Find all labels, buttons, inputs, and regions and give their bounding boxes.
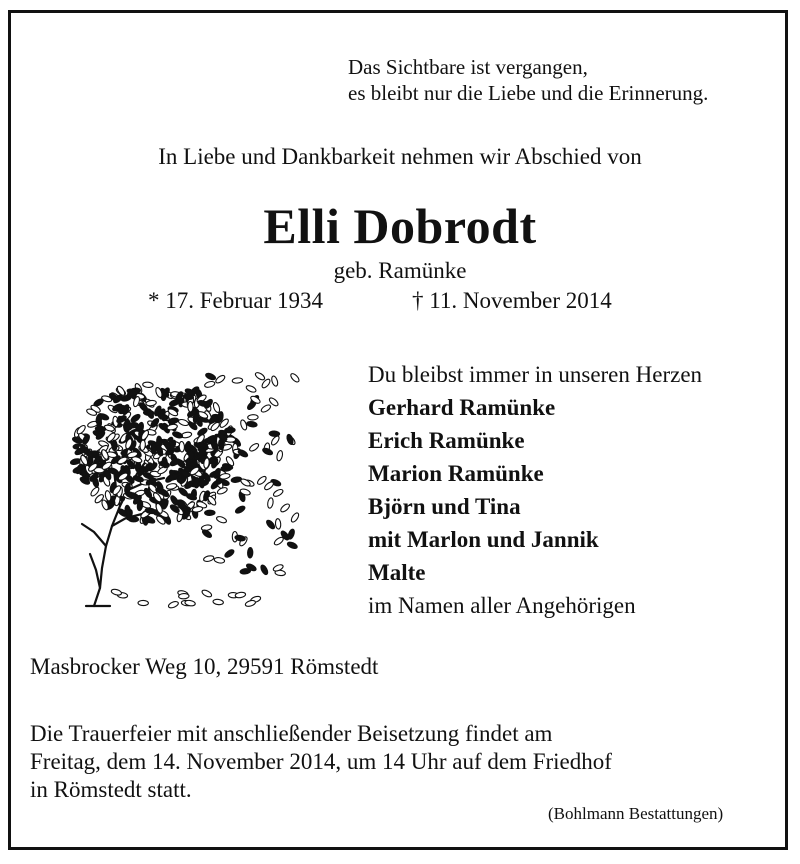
tree-leaves — [70, 371, 300, 609]
family-intro: Du bleibst immer in unseren Herzen — [368, 362, 703, 387]
deceased-name: Elli Dobrodt — [263, 198, 537, 254]
quote — [348, 54, 708, 106]
undertaker-credit: (Bohlmann Bestattungen) — [548, 804, 724, 823]
quote-line-2: es bleibt nur die Liebe und die Erinnerung. — [348, 81, 709, 105]
family-member: Marion Ramünke — [368, 461, 544, 486]
family-member: Björn und Tina — [368, 494, 521, 519]
ceremony-info — [30, 720, 612, 804]
death-date: † 11. November 2014 — [412, 288, 612, 313]
family-member: Erich Ramünke — [368, 428, 525, 453]
family-member: Malte — [368, 560, 426, 585]
birth-name: geb. Ramünke — [333, 258, 467, 283]
address: Masbrocker Weg 10, 29591 Römstedt — [30, 654, 379, 679]
birth-date: * 17. Februar 1934 — [148, 288, 324, 313]
ceremony-line-2: Freitag, dem 14. November 2014, um 14 Uhr auf dem Friedhof — [30, 749, 612, 774]
family-block — [368, 358, 702, 622]
tree-icon — [56, 356, 304, 610]
quote-line-1: Das Sichtbare ist vergangen, — [348, 55, 588, 79]
intro-text: In Liebe und Dankbarkeit nehmen wir Abschied von — [158, 144, 642, 169]
family-outro: im Namen aller Angehörigen — [368, 593, 636, 618]
family-member: mit Marlon und Jannik — [368, 527, 599, 552]
family-member: Gerhard Ramünke — [368, 395, 556, 420]
ceremony-line-1: Die Trauerfeier mit anschließender Beisetzung findet am — [30, 721, 553, 746]
ceremony-line-3: in Römstedt statt. — [30, 777, 192, 802]
